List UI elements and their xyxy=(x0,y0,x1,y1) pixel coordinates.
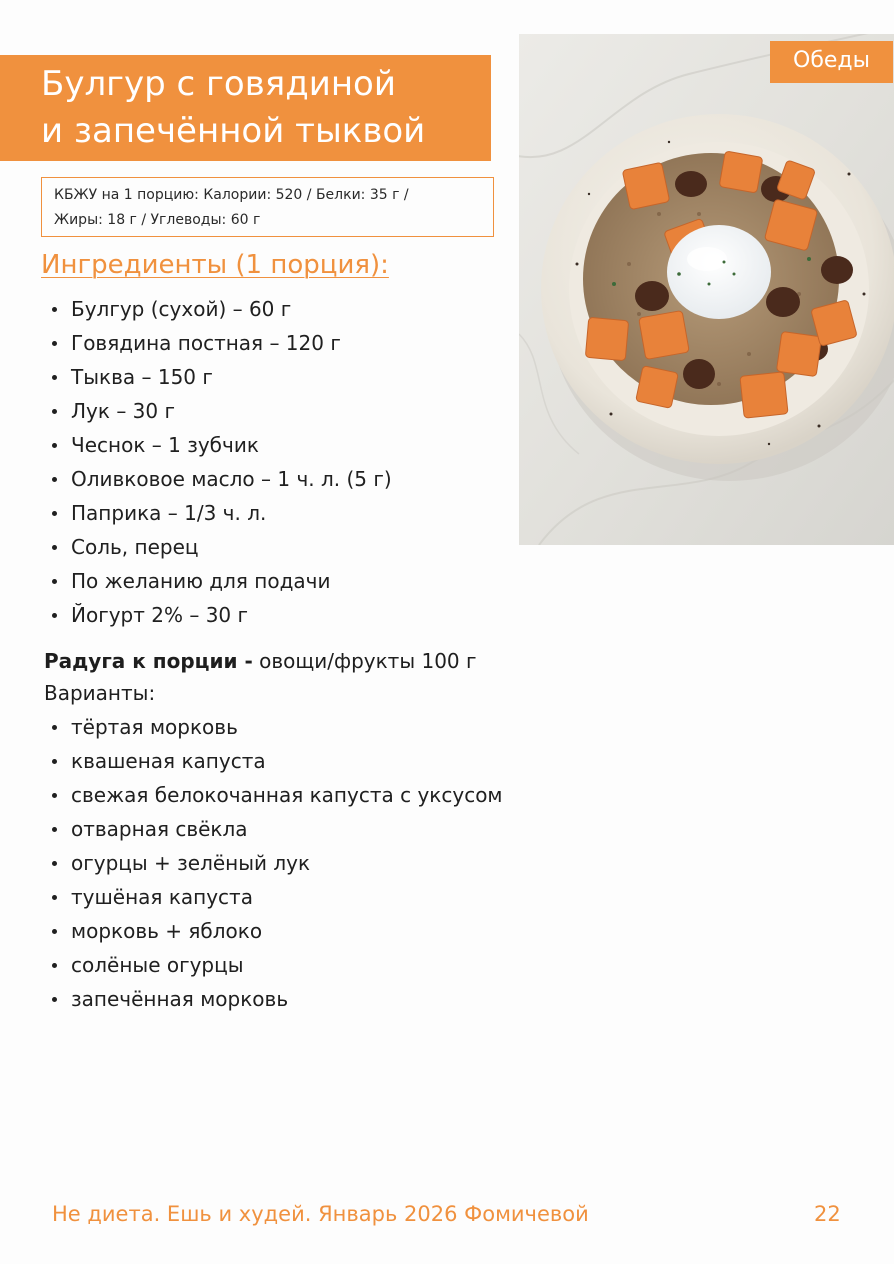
variant-item: огурцы + зелёный лук xyxy=(46,846,503,880)
variants-label: Варианты: xyxy=(44,681,156,705)
variant-item: тёртая морковь xyxy=(46,710,503,744)
footer-text: Не диета. Ешь и худей. Январь 2026 Фомичевой xyxy=(52,1202,589,1226)
ingredient-item: Оливковое масло – 1 ч. л. (5 г) xyxy=(46,462,392,496)
rainbow-text: овощи/фрукты 100 г xyxy=(252,649,477,673)
variant-item: свежая белокочанная капуста с уксусом xyxy=(46,778,503,812)
ingredient-item: Соль, перец xyxy=(46,530,392,564)
nutrition-line-1: КБЖУ на 1 порцию: Калории: 520 / Белки: 35 г / xyxy=(54,187,409,203)
variant-item: квашеная капуста xyxy=(46,744,503,778)
variant-item: запечённая морковь xyxy=(46,982,503,1016)
ingredient-item: Тыква – 150 г xyxy=(46,360,392,394)
recipe-title-line-2: и запечённой тыквой xyxy=(41,111,426,151)
rainbow-label: Радуга к порции - xyxy=(44,649,253,673)
ingredients-list xyxy=(46,292,392,632)
ingredient-item: Чеснок – 1 зубчик xyxy=(46,428,392,462)
title-banner xyxy=(0,55,491,161)
rainbow-note xyxy=(44,646,477,676)
category-badge: Обеды xyxy=(770,41,893,83)
variant-item: морковь + яблоко xyxy=(46,914,503,948)
dish-illustration xyxy=(519,34,894,545)
dish-photo xyxy=(519,34,894,545)
ingredient-item: Паприка – 1/3 ч. л. xyxy=(46,496,392,530)
variants-list xyxy=(46,710,503,1016)
recipe-title-line-1: Булгур с говядиной xyxy=(41,64,396,104)
variant-item: тушёная капуста xyxy=(46,880,503,914)
nutrition-box xyxy=(41,177,494,237)
ingredients-heading: Ингредиенты (1 порция): xyxy=(41,250,389,280)
page-number: 22 xyxy=(814,1202,841,1226)
variant-item: отварная свёкла xyxy=(46,812,503,846)
ingredient-item: По желанию для подачи xyxy=(46,564,392,598)
ingredient-item: Лук – 30 г xyxy=(46,394,392,428)
ingredient-item: Говядина постная – 120 г xyxy=(46,326,392,360)
ingredient-item: Булгур (сухой) – 60 г xyxy=(46,292,392,326)
nutrition-line-2: Жиры: 18 г / Углеводы: 60 г xyxy=(54,212,261,228)
ingredient-item: Йогурт 2% – 30 г xyxy=(46,598,392,632)
variant-item: солёные огурцы xyxy=(46,948,503,982)
